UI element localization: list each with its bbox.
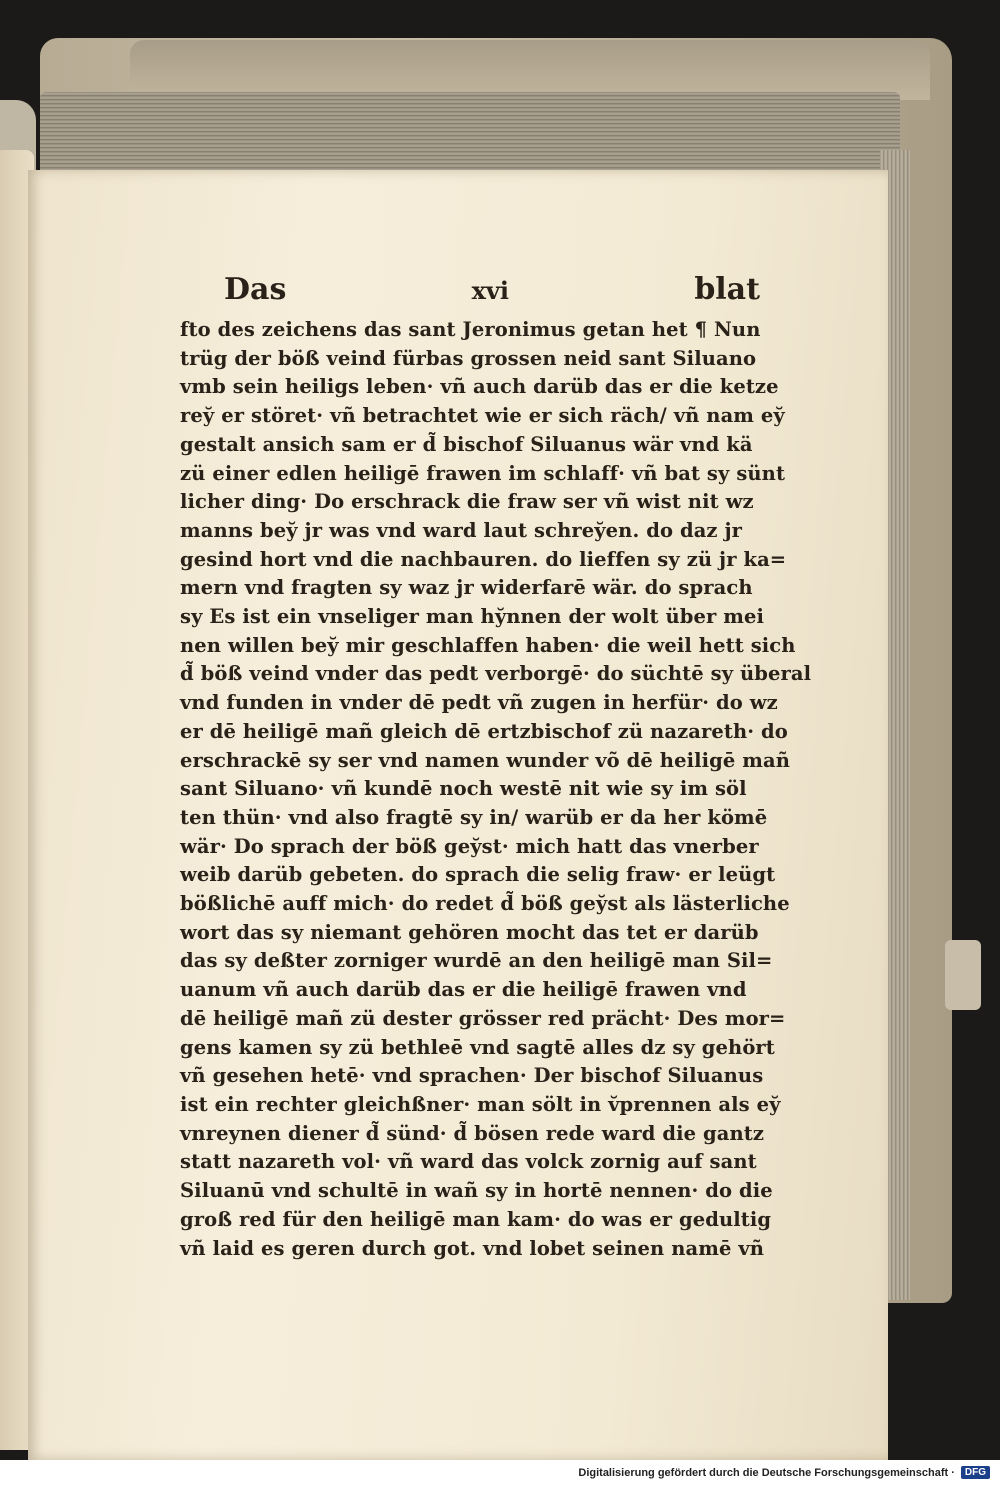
book-cover-top bbox=[130, 40, 930, 100]
text-line: nen willen bey̆ mir geschlaffen haben· die weil hett sich bbox=[180, 633, 796, 657]
text-line: vmb sein heiligs leben· vñ auch darüb das er die ketze bbox=[180, 375, 779, 399]
text-line: vnd funden in vnder dē pedt vñ zugen in herfür· do wz bbox=[180, 691, 778, 715]
running-head-left: Das bbox=[224, 272, 287, 307]
text-line: gestalt ansich sam er d̃ bischof Siluanus wär vnd kä bbox=[180, 432, 753, 456]
text-line: ten thün· vnd also fragtē sy in/ warüb er da her kömē bbox=[180, 805, 768, 829]
text-line: statt nazareth vol· vñ ward das volck zornig auf sant bbox=[180, 1150, 757, 1174]
text-line: sant Siluano· vñ kundē noch westē nit wie sy im söl bbox=[180, 777, 747, 801]
folio: xvi bbox=[471, 276, 510, 305]
text-line: gesind hort vnd die nachbauren. do lieffen sy zü jr ka= bbox=[180, 547, 787, 571]
footer-bar bbox=[0, 1460, 1000, 1485]
text-line: vnreynen diener d̃ sünd· d̃ bösen rede ward die gantz bbox=[180, 1121, 765, 1145]
text-line: manns bey̆ jr was vnd ward laut schrey̆en. do daz jr bbox=[180, 518, 743, 542]
text-line: vñ gesehen hetē· vnd sprachen· Der bischof Siluanus bbox=[180, 1064, 764, 1088]
text-line: zü einer edlen heiligē frawen im schlaff· vñ bat sy sünt bbox=[180, 461, 786, 485]
running-head bbox=[180, 272, 770, 316]
text-line: dē heiligē mañ zü dester grösser red prächt· Des mor= bbox=[180, 1006, 786, 1030]
text-line: er dē heiligē mañ gleich dē ertzbischof zü nazareth· do bbox=[180, 719, 788, 743]
text-line: uanum vñ auch darüb das er die heiligē frawen vnd bbox=[180, 978, 747, 1002]
text-line: ist ein rechter gleichßner· man sölt in v̆prennen als ey̆ bbox=[180, 1092, 781, 1116]
text-line: rey̆ er störet· vñ betrachtet wie er sich räch/ vñ nam ey̆ bbox=[180, 404, 785, 428]
text-line: mern vnd fragten sy waz jr widerfarē wär. do sprach bbox=[180, 576, 753, 600]
text-line: sy Es ist ein vnseliger man hy̆nnen der wolt über mei bbox=[180, 605, 765, 629]
text-lines bbox=[180, 316, 812, 1263]
text-line: bößlichē auff mich· do redet d̃ böß gey̆st als lästerliche bbox=[180, 892, 790, 916]
text-line: groß red für den heiligē man kam· do was er gedultig bbox=[180, 1207, 772, 1231]
page-edges-top bbox=[40, 92, 900, 174]
text-line: fto des zeichens das sant Jeronimus getan het ¶ Nun bbox=[180, 318, 761, 341]
text-line: trüg der böß veind fürbas grossen neid sant Siluano bbox=[180, 346, 757, 370]
text-line: licher ding· Do erschrack die fraw ser vñ wist nit wz bbox=[180, 490, 754, 514]
text-line: vñ laid es geren durch got. vnd lobet seinen namē vñ bbox=[180, 1236, 765, 1260]
text-line: d̃ böß veind vnder das pedt verborgē· do süchtē sy überal bbox=[180, 662, 812, 686]
dfg-logo: DFG bbox=[961, 1466, 990, 1479]
running-head-right: blat bbox=[694, 272, 760, 307]
text-line: weib darüb gebeten. do sprach die selig fraw· er leügt bbox=[180, 863, 776, 887]
text-line: wort das sy niemant gehören mocht das tet er darüb bbox=[180, 920, 759, 944]
funding-credit: Digitalisierung gefördert durch die Deutsche Forschungsgemeinschaft · bbox=[578, 1466, 955, 1479]
text-line: gens kamen sy zü bethleē vnd sagtē alles dz sy gehört bbox=[180, 1035, 775, 1059]
text-line: erschrackē sy ser vnd namen wunder võ dē heiligē mañ bbox=[180, 748, 790, 772]
text-block bbox=[180, 272, 812, 1263]
text-line: Siluanū vnd schultē in wañ sy in hortē nennen· do die bbox=[180, 1179, 773, 1203]
text-line: wär· Do sprach der böß gey̆st· mich hatt das vnerber bbox=[180, 834, 759, 858]
text-line: das sy deßter zorniger wurdē an den heiligē man Sil= bbox=[180, 949, 773, 973]
book-clasp bbox=[945, 940, 981, 1010]
